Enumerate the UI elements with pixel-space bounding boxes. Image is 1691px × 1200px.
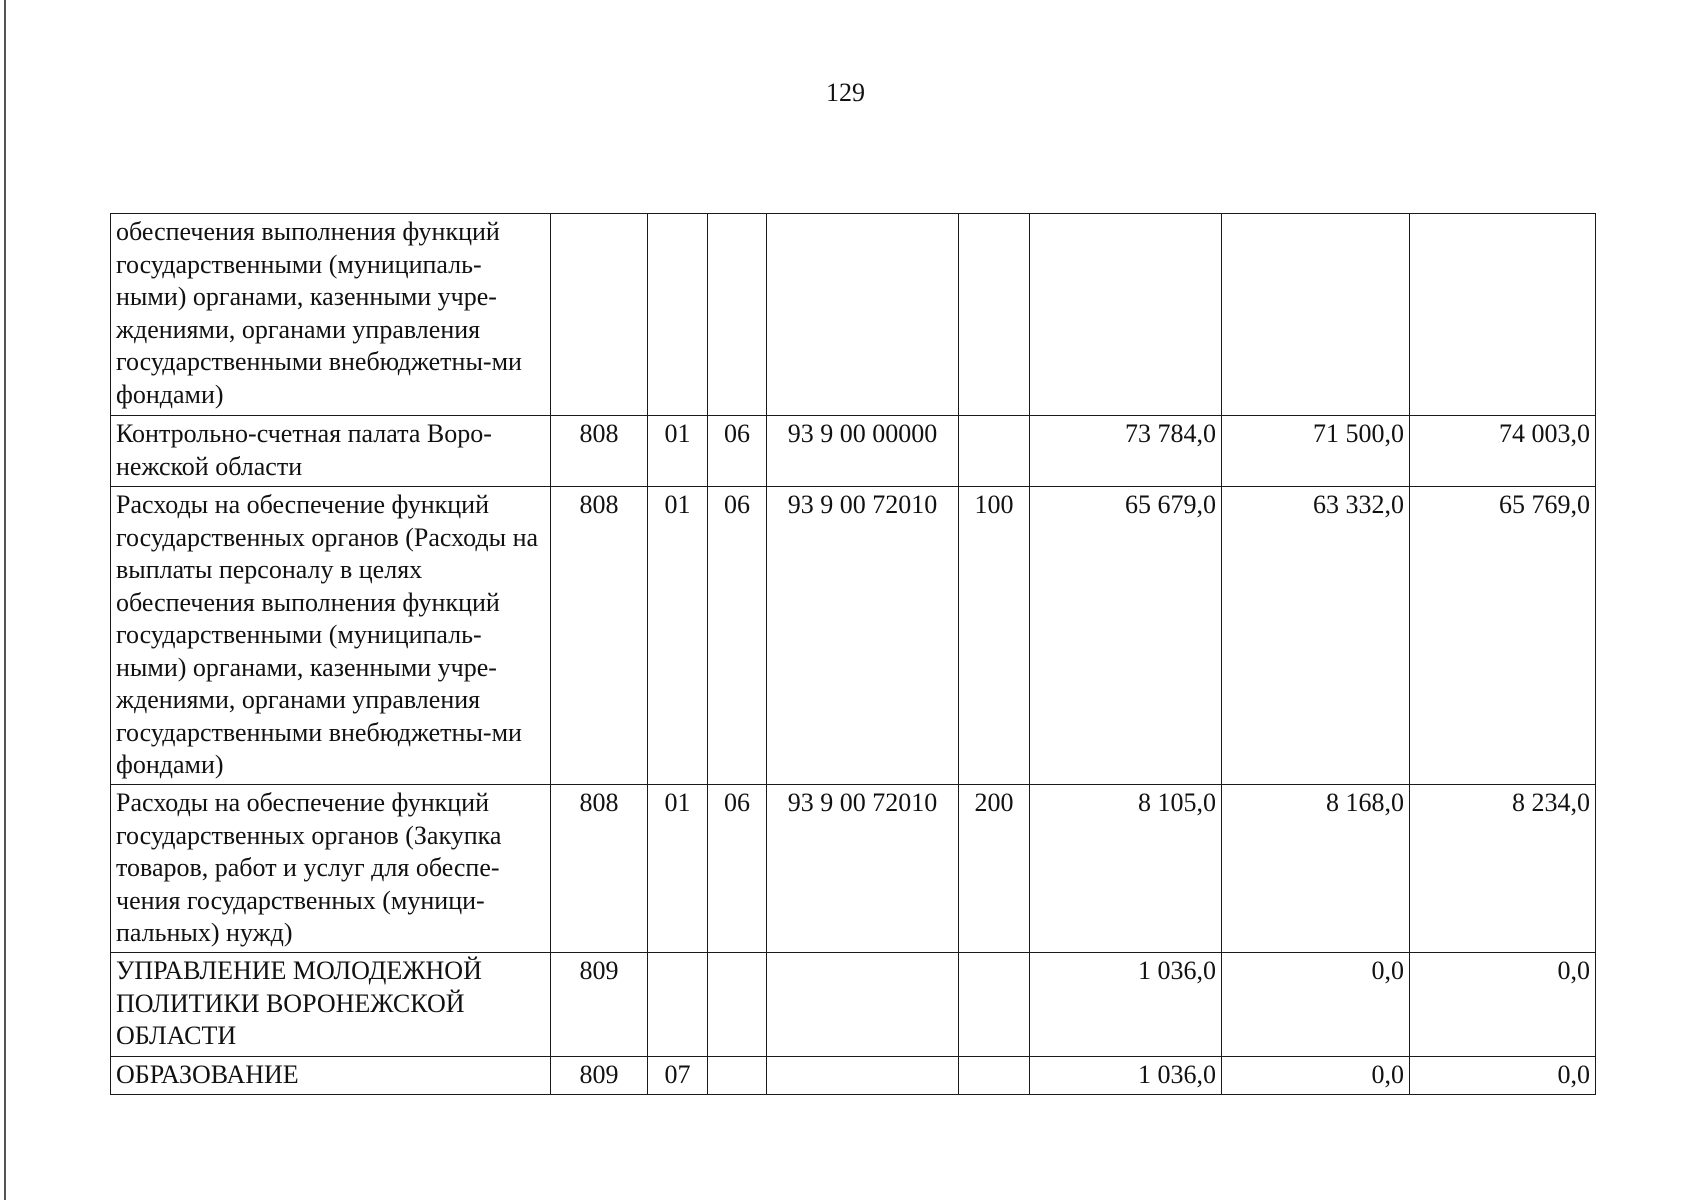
row-name-cell: обеспечения выполнения функций государственными (муниципаль-ными) органами, казенными учре-ждениями, органами управления государственными внебюджетны-ми фондами) <box>111 214 551 416</box>
amount-year-3-cell: 74 003,0 <box>1410 416 1596 487</box>
subsection-code-cell <box>708 214 767 416</box>
section-code-cell: 01 <box>648 487 708 785</box>
grbs-code-cell: 808 <box>551 487 648 785</box>
amount-year-2-cell: 71 500,0 <box>1222 416 1410 487</box>
subsection-code-cell: 06 <box>708 785 767 953</box>
amount-year-1-cell: 65 679,0 <box>1030 487 1222 785</box>
target-article-cell: 93 9 00 00000 <box>767 416 959 487</box>
section-code-cell: 01 <box>648 416 708 487</box>
amount-year-1-cell: 73 784,0 <box>1030 416 1222 487</box>
amount-year-1-cell: 8 105,0 <box>1030 785 1222 953</box>
section-code-cell <box>648 953 708 1057</box>
target-article-cell: 93 9 00 72010 <box>767 487 959 785</box>
subsection-code-cell <box>708 953 767 1057</box>
amount-year-3-cell: 65 769,0 <box>1410 487 1596 785</box>
amount-year-3-cell: 0,0 <box>1410 1057 1596 1095</box>
amount-year-1-cell: 1 036,0 <box>1030 953 1222 1057</box>
amount-year-1-cell: 1 036,0 <box>1030 1057 1222 1095</box>
row-name-cell: Расходы на обеспечение функций государственных органов (Расходы на выплаты персоналу в целях обеспечения выполнения функций государственными (муниципаль-ными) органами, казенными учре-ждениями, органами управления государственными внебюджетны-ми фондами) <box>111 487 551 785</box>
row-name-cell: Расходы на обеспечение функций государственных органов (Закупка товаров, работ и услуг для обеспе-чения государственных (муници-пальных) нужд) <box>111 785 551 953</box>
section-code-cell: 07 <box>648 1057 708 1095</box>
table-row <box>111 487 1596 785</box>
grbs-code-cell: 809 <box>551 1057 648 1095</box>
row-name-cell: УПРАВЛЕНИЕ МОЛОДЕЖНОЙ ПОЛИТИКИ ВОРОНЕЖСКОЙ ОБЛАСТИ <box>111 953 551 1057</box>
target-article-cell <box>767 214 959 416</box>
table-row <box>111 785 1596 953</box>
expense-type-cell: 200 <box>959 785 1030 953</box>
amount-year-1-cell <box>1030 214 1222 416</box>
table-row <box>111 416 1596 487</box>
page-number: 129 <box>826 78 865 107</box>
grbs-code-cell: 808 <box>551 785 648 953</box>
section-code-cell <box>648 214 708 416</box>
table-row <box>111 953 1596 1057</box>
row-name-cell: ОБРАЗОВАНИЕ <box>111 1057 551 1095</box>
amount-year-2-cell: 63 332,0 <box>1222 487 1410 785</box>
subsection-code-cell: 06 <box>708 487 767 785</box>
scan-edge-line <box>4 0 6 1200</box>
budget-table <box>110 213 1596 1095</box>
target-article-cell <box>767 1057 959 1095</box>
table-row <box>111 214 1596 416</box>
grbs-code-cell: 808 <box>551 416 648 487</box>
expense-type-cell <box>959 214 1030 416</box>
amount-year-2-cell <box>1222 214 1410 416</box>
grbs-code-cell <box>551 214 648 416</box>
expense-type-cell: 100 <box>959 487 1030 785</box>
subsection-code-cell <box>708 1057 767 1095</box>
amount-year-2-cell: 8 168,0 <box>1222 785 1410 953</box>
row-name-cell: Контрольно-счетная палата Воро-нежской области <box>111 416 551 487</box>
grbs-code-cell: 809 <box>551 953 648 1057</box>
table-row <box>111 1057 1596 1095</box>
target-article-cell: 93 9 00 72010 <box>767 785 959 953</box>
amount-year-3-cell <box>1410 214 1596 416</box>
target-article-cell <box>767 953 959 1057</box>
amount-year-3-cell: 8 234,0 <box>1410 785 1596 953</box>
expense-type-cell <box>959 953 1030 1057</box>
amount-year-3-cell: 0,0 <box>1410 953 1596 1057</box>
expense-type-cell <box>959 416 1030 487</box>
expense-type-cell <box>959 1057 1030 1095</box>
subsection-code-cell: 06 <box>708 416 767 487</box>
amount-year-2-cell: 0,0 <box>1222 953 1410 1057</box>
section-code-cell: 01 <box>648 785 708 953</box>
amount-year-2-cell: 0,0 <box>1222 1057 1410 1095</box>
